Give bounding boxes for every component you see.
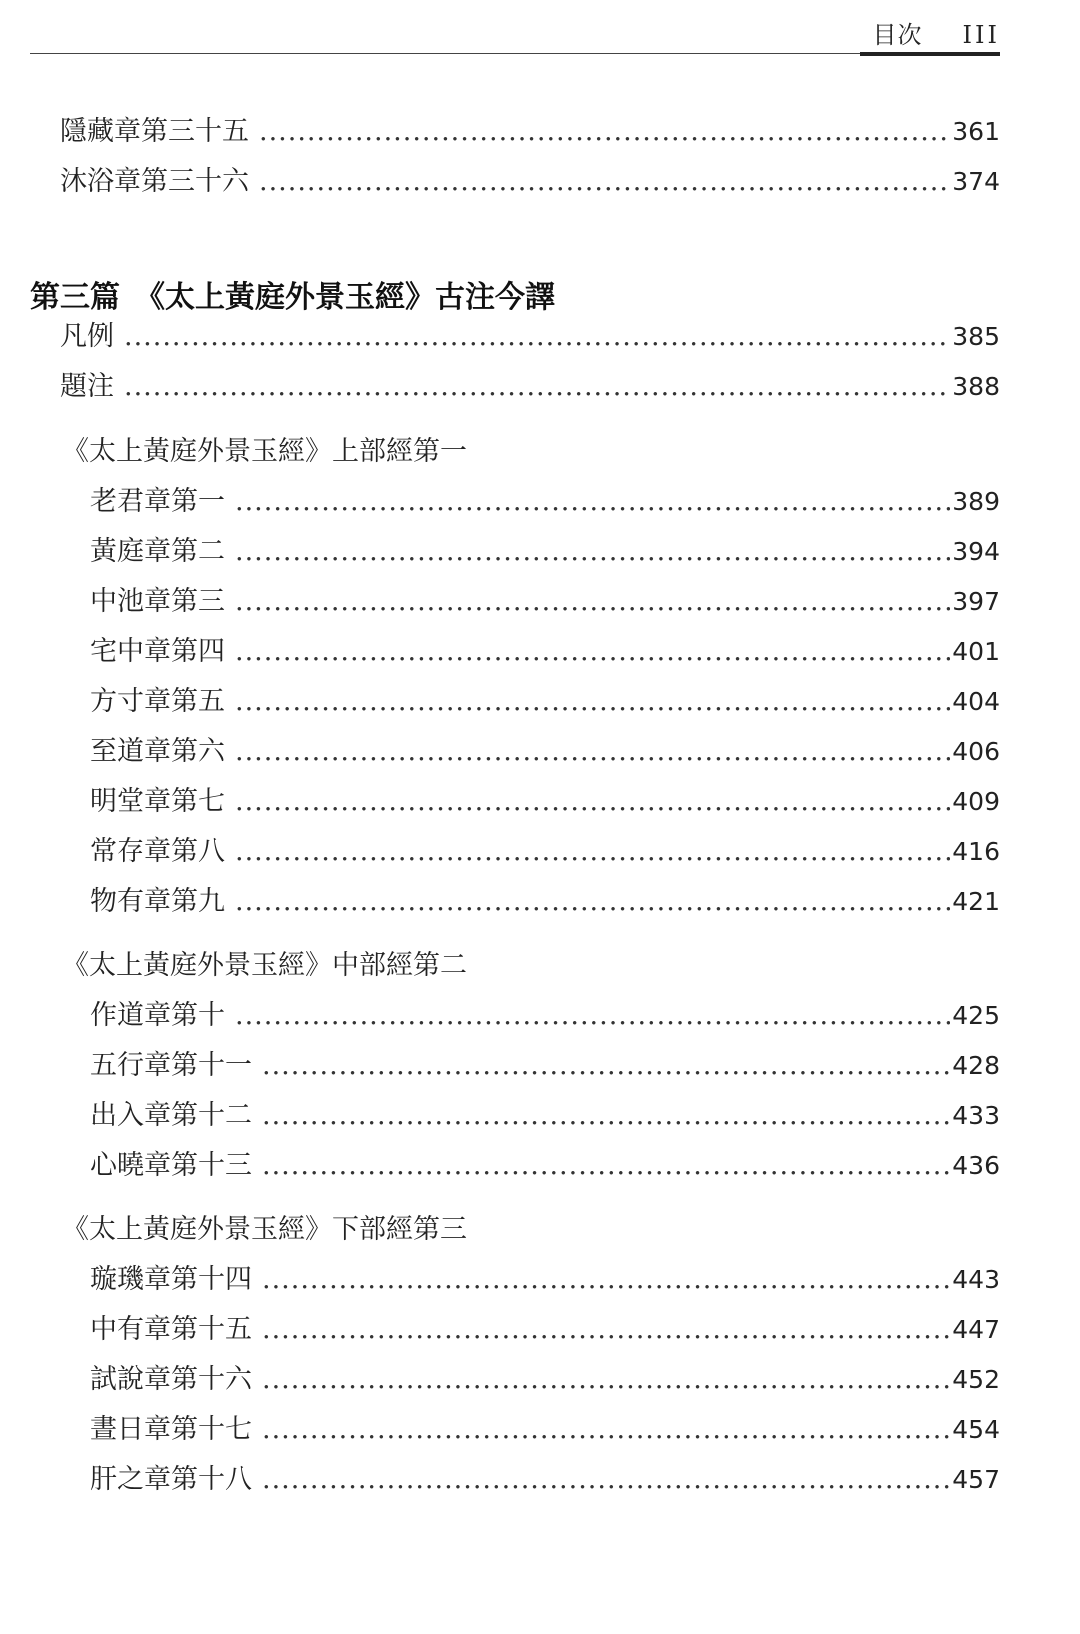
toc-entry-title: 至道章第六 xyxy=(90,736,225,767)
dot-leader xyxy=(259,115,950,149)
toc-entry-page: 447 xyxy=(952,1315,1000,1344)
section-heading: 《太上黃庭外景玉經》下部經第三 xyxy=(62,1214,467,1245)
toc-entry-title: 試說章第十六 xyxy=(90,1364,252,1395)
toc-entry-title: 沐浴章第三十六 xyxy=(60,166,249,197)
dot-leader xyxy=(124,370,950,404)
dot-leader xyxy=(262,1099,950,1133)
toc-entry-page: 406 xyxy=(952,737,1000,766)
toc-entry-page: 385 xyxy=(952,322,1000,351)
toc-entry-title: 隱藏章第三十五 xyxy=(60,116,249,147)
header-page-number: III xyxy=(962,21,1000,49)
toc-entry-title: 明堂章第七 xyxy=(90,786,225,817)
toc-entry-page: 457 xyxy=(952,1465,1000,1494)
toc-entry-title: 黃庭章第二 xyxy=(90,536,225,567)
dot-leader xyxy=(235,685,950,719)
toc-entry-title: 凡例 xyxy=(60,321,114,352)
toc-entry-title: 出入章第十二 xyxy=(90,1100,252,1131)
toc-entry-page: 433 xyxy=(952,1101,1000,1130)
toc-entry-page: 397 xyxy=(952,587,1000,616)
toc-entry-page: 409 xyxy=(952,787,1000,816)
toc-entry[interactable] xyxy=(90,485,1000,519)
header-text xyxy=(873,15,1000,50)
toc-entry-title: 晝日章第十七 xyxy=(90,1414,252,1445)
dot-leader xyxy=(262,1413,950,1447)
toc-entry-page: 428 xyxy=(952,1051,1000,1080)
toc-entry-title: 常存章第八 xyxy=(90,836,225,867)
toc-entry-page: 361 xyxy=(952,117,1000,146)
toc-entry-title: 肝之章第十八 xyxy=(90,1464,252,1495)
toc-entry-title: 物有章第九 xyxy=(90,886,225,917)
toc-entry[interactable] xyxy=(90,535,1000,569)
section-heading: 《太上黃庭外景玉經》上部經第一 xyxy=(62,436,467,467)
toc-entry[interactable] xyxy=(90,885,1000,919)
toc-entry[interactable] xyxy=(90,685,1000,719)
toc-entry[interactable] xyxy=(90,1099,1000,1133)
toc-entry[interactable] xyxy=(90,999,1000,1033)
toc-entry[interactable] xyxy=(60,370,1000,404)
dot-leader xyxy=(262,1263,950,1297)
toc-entry[interactable] xyxy=(90,1463,1000,1497)
toc-entry-title: 題注 xyxy=(60,371,114,402)
toc-entry[interactable] xyxy=(90,1263,1000,1297)
toc-entry-title: 中池章第三 xyxy=(90,586,225,617)
dot-leader xyxy=(262,1049,950,1083)
toc-entry[interactable] xyxy=(60,115,1000,149)
toc-entry[interactable] xyxy=(90,1313,1000,1347)
dot-leader xyxy=(235,885,950,919)
dot-leader xyxy=(262,1149,950,1183)
toc-entry[interactable] xyxy=(90,585,1000,619)
toc-entry[interactable] xyxy=(90,785,1000,819)
toc-entry-title: 中有章第十五 xyxy=(90,1314,252,1345)
toc-entry-page: 421 xyxy=(952,887,1000,916)
toc-entry-page: 389 xyxy=(952,487,1000,516)
dot-leader xyxy=(259,165,950,199)
section-heading: 《太上黃庭外景玉經》中部經第二 xyxy=(62,950,467,981)
toc-entry-page: 425 xyxy=(952,1001,1000,1030)
dot-leader xyxy=(262,1313,950,1347)
toc-entry[interactable] xyxy=(90,1049,1000,1083)
dot-leader xyxy=(235,535,950,569)
dot-leader xyxy=(235,485,950,519)
dot-leader xyxy=(235,735,950,769)
toc-entry-page: 388 xyxy=(952,372,1000,401)
toc-entry-page: 374 xyxy=(952,167,1000,196)
dot-leader xyxy=(235,785,950,819)
toc-entry-page: 454 xyxy=(952,1415,1000,1444)
dot-leader xyxy=(235,835,950,869)
dot-leader xyxy=(124,320,950,354)
header-rule xyxy=(30,53,1000,54)
toc-entry-title: 老君章第一 xyxy=(90,486,225,517)
toc-entry-page: 436 xyxy=(952,1151,1000,1180)
header-rule-accent xyxy=(860,52,1000,56)
toc-entry-page: 394 xyxy=(952,537,1000,566)
toc-entry[interactable] xyxy=(60,320,1000,354)
dot-leader xyxy=(235,999,950,1033)
toc-entry-page: 401 xyxy=(952,637,1000,666)
dot-leader xyxy=(235,635,950,669)
toc-entry-title: 宅中章第四 xyxy=(90,636,225,667)
dot-leader xyxy=(262,1363,950,1397)
toc-entry-page: 416 xyxy=(952,837,1000,866)
toc-entry[interactable] xyxy=(90,835,1000,869)
toc-entry-title: 五行章第十一 xyxy=(90,1050,252,1081)
toc-entry-title: 心曉章第十三 xyxy=(90,1150,252,1181)
toc-entry[interactable] xyxy=(90,1149,1000,1183)
part-title: 第三篇 《太上黃庭外景玉經》古注今譯 xyxy=(30,280,555,315)
toc-entry-page: 443 xyxy=(952,1265,1000,1294)
toc-entry[interactable] xyxy=(90,1363,1000,1397)
toc-entry[interactable] xyxy=(90,1413,1000,1447)
toc-entry[interactable] xyxy=(90,635,1000,669)
toc-entry-page: 404 xyxy=(952,687,1000,716)
running-header xyxy=(30,18,1000,54)
toc-entry[interactable] xyxy=(90,735,1000,769)
header-section-title: 目次 xyxy=(872,21,923,49)
toc-entry-page: 452 xyxy=(952,1365,1000,1394)
dot-leader xyxy=(235,585,950,619)
toc-entry-title: 璇璣章第十四 xyxy=(90,1264,252,1295)
dot-leader xyxy=(262,1463,950,1497)
toc-entry-title: 作道章第十 xyxy=(90,1000,225,1031)
toc-entry-title: 方寸章第五 xyxy=(90,686,225,717)
toc-entry[interactable] xyxy=(60,165,1000,199)
